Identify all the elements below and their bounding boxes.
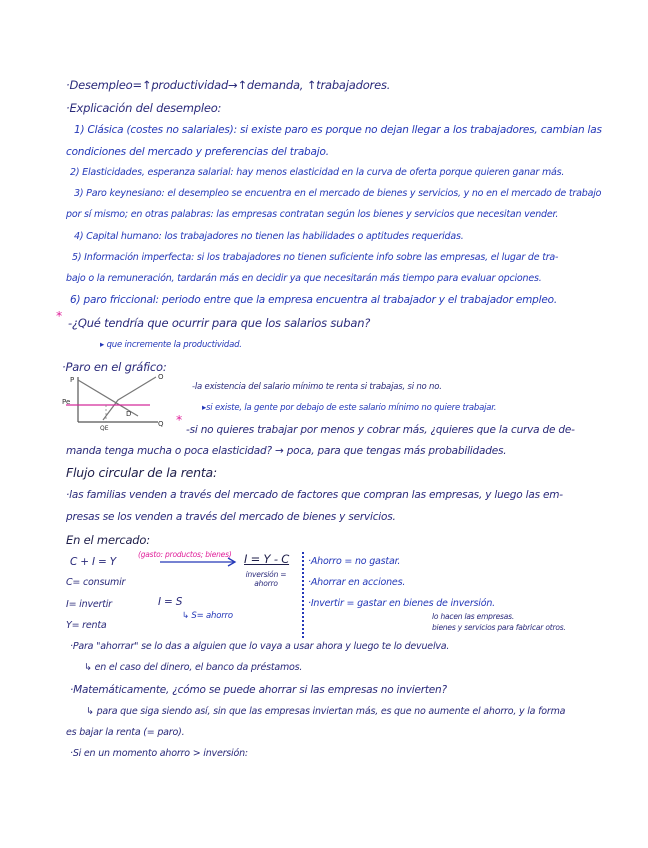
line-manda: manda tenga mucha o poca elasticidad? → poca, para que tengas más probabilidades.	[66, 445, 507, 457]
line-para-ahorrar: ·Para "ahorrar" se lo das a alguien que lo vaya a usar ahora y luego te lo devuelva.	[70, 641, 450, 652]
line-clasica-cont: condiciones del mercado y preferencias del trabajo.	[66, 146, 329, 158]
line-lo-hacen: lo hacen las empresas.	[432, 612, 515, 621]
def-consumir: C= consumir	[66, 577, 126, 588]
line-ahorro-no-gastar: ·Ahorro = no gastar.	[308, 556, 401, 567]
formula-s-ahorro: ↳ S= ahorro	[182, 611, 233, 621]
graph-label-o: O	[158, 373, 164, 381]
line-keynesiano-cont: por sí mismo; en otras palabras: las empresas contratan según los bienes y servicios que necesitan vender.	[66, 209, 559, 220]
line-pregunta-salarios: -¿Qué tendría que ocurrir para que los salarios suban?	[68, 316, 371, 330]
star-mark: *	[56, 308, 63, 323]
line-elasticidades: 2) Elasticidades, esperanza salarial: hay menos elasticidad en la curva de oferta porque quieren ganar más.	[70, 167, 565, 178]
formula-inversion-ahorro: inversión = ahorro	[245, 570, 287, 588]
line-bajar-renta: es bajar la renta (= paro).	[66, 727, 185, 738]
labor-market-graph	[58, 372, 168, 432]
graph-label-q: Q	[158, 420, 164, 428]
line-ahorro-mayor-inversion: ·Si en un momento ahorro > inversión:	[70, 748, 248, 759]
line-explicacion-heading: ·Explicación del desempleo:	[66, 101, 222, 115]
formula-i-y-minus-c: I = Y - C	[244, 552, 290, 566]
line-matematicamente: ·Matemáticamente, ¿cómo se puede ahorrar si las empresas no invierten?	[70, 684, 447, 696]
graph-label-qe: QE	[100, 425, 109, 432]
line-informacion: 5) Información imperfecta: si los trabajadores no tienen suficiente info sobre las empresas, el lugar de tra-	[72, 252, 559, 263]
def-invertir: I= invertir	[66, 599, 112, 610]
line-invertir-gastar: ·Invertir = gastar en bienes de inversión.	[308, 598, 495, 609]
graph-label-d: D	[126, 410, 132, 418]
line-friccional: 6) paro friccional: periodo entre que la empresa encuentra al trabajador y el trabajador empleo.	[70, 294, 557, 306]
line-banco-prestamos: ↳ en el caso del dinero, el banco da préstamos.	[84, 662, 303, 673]
graph-label-p: P	[70, 376, 75, 384]
arrow-right-icon	[160, 557, 238, 567]
column-divider	[302, 552, 304, 638]
line-keynesiano: 3) Paro keynesiano: el desempleo se encuentra en el mercado de bienes y servicios, y no en el mercado de trabajo	[74, 188, 602, 199]
line-familias: ·las familias venden a través del mercado de factores que compran las empresas, y luego las em-	[66, 489, 563, 501]
line-flujo-circular: Flujo circular de la renta:	[66, 465, 218, 480]
line-bienes-servicios: bienes y servicios para fabricar otros.	[432, 623, 566, 632]
def-renta: Y= renta	[66, 620, 107, 631]
line-no-quieres: -si no quieres trabajar por menos y cobrar más, ¿quieres que la curva de de-	[186, 424, 575, 436]
line-informacion-cont: bajo o la remuneración, tardarán más en decidir ya que necesitarán más tiempo para evaluar opciones.	[66, 273, 542, 284]
formula-i-s: I = S	[158, 596, 183, 608]
line-productividad: ▸ que incremente la productividad.	[100, 340, 242, 350]
formula-note: (gasto: productos; bienes)	[138, 550, 232, 559]
line-para-que-siga: ↳ para que siga siendo así, sin que las empresas inviertan más, es que no aumente el ahorro, y la forma	[86, 706, 566, 717]
line-salario-minimo: -la existencia del salario mínimo te renta si trabajas, si no no.	[192, 382, 442, 392]
line-ahorrar-acciones: ·Ahorrar en acciones.	[308, 577, 406, 588]
formula-c-i-y: C + I = Y	[70, 556, 116, 568]
line-capital-humano: 4) Capital humano: los trabajadores no tienen las habilidades o aptitudes requeridas.	[74, 231, 464, 242]
line-presas: presas se los venden a través del mercado de bienes y servicios.	[66, 511, 396, 523]
line-en-el-mercado: En el mercado:	[66, 533, 150, 547]
star-mark-2: *	[176, 412, 183, 427]
line-clasica: 1) Clásica (costes no salariales): si existe paro es porque no dejan llegar a los trabajadores, cambian las	[74, 124, 602, 136]
line-desempleo: ·Desempleo=↑productividad→↑demanda, ↑trabajadores.	[66, 78, 391, 92]
graph-label-pe: Pe	[62, 398, 71, 406]
line-debajo-salario: ▸si existe, la gente por debajo de este salario mínimo no quiere trabajar.	[202, 403, 497, 413]
line-paro-grafico: ·Paro en el gráfico:	[62, 360, 167, 374]
